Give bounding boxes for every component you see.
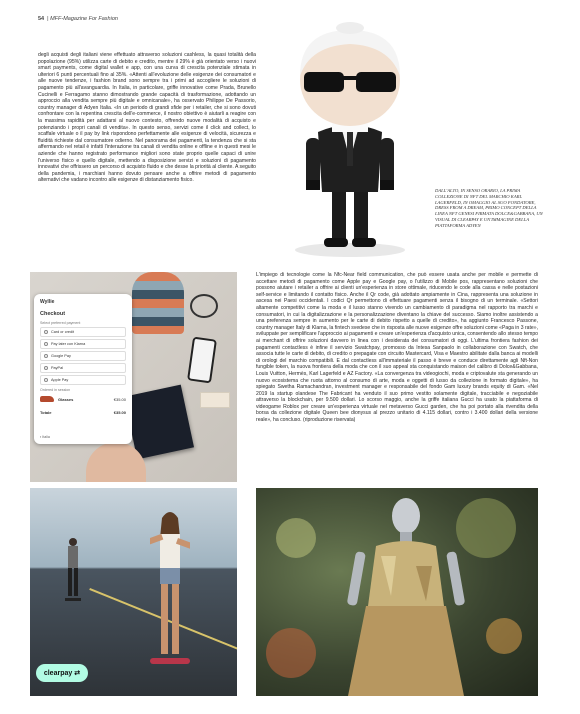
- clearpay-logo: clearpay ⇄: [36, 664, 88, 682]
- smartphone-image: [187, 337, 217, 384]
- item-name: Glasses: [58, 396, 74, 402]
- order-item: [40, 396, 126, 402]
- radio-icon: [44, 378, 48, 382]
- radio-icon: [44, 354, 48, 358]
- items-section-label: Ordered in session: [40, 388, 71, 392]
- earbuds-image: [190, 294, 218, 318]
- article-column-1: degli acquisti degli italiani viene effettuato attraverso soluzioni cashless, la quasi totalità della popolazione (95%) utilizza carte di debito e credito, mentre il 29% è già orientato verso i nuovi smart payments, come digital wallet e app, con una curva di crescita potenziale stimata in ulteriori 6 punti percentuali fino al 35%. «Attenti all'evoluzione delle esigenze dei consumatori e alle nuove tendenze, i fashion brand sono sempre tra i primi ad accogliere le soluzioni di pagamento più all'avanguardia. In Italia, in particolare, griffe innovative come Prada, Brunello Cucinelli e Ferragamo stanno dimostrando grande capacità di trasformazione, adottando un approccio alla vendita sempre più digitale e omnicanale», ha osservato Philippe De Passorio, country manager di Adyen Italia. «In un periodo di grandi sfide per i retailer, che si sono dovuti confrontare con la repentina crescita dell'e-commerce, il nostro obiettivo è aiutarli a reagire con la massima rapidità per adattarsi al nuovo contesto, offrendo nuove modalità di acquisto e potenziando i propri canali di vendita». In questo senso, servizi come il click and collect, lo scaffale virtuale o il pay by link rispondono perfettamente alle esigenze di velocità, sicurezza e fluidità richieste dal consumatore odierno. Nel panorama dei pagamenti, la tendenza che si sta affermando nel retail è infatti l'interazione tra canali di vendita online e offline e in questi mesi le aziende che hanno registrato performance migliori sono state proprio quelle capaci di unire l'universo fisico e quello digitale, mettendo a disposizione servizi e soluzioni di pagamento innovativi che offrissero un percorso di acquisto fluido e che desse la priorità al cliente. A seguito della pandemia, i marchiani hanno dovuto pensare anche a offrire metodi di pagamento alternativi che vadano incontro alle esigenze di distanziamento fisico.: [38, 52, 256, 184]
- total-value: €35.00: [113, 410, 126, 415]
- image-caption: DALL'ALTO, IN SENSO ORARIO, LA PRIMA COLLEZIONE DI NFT DEL MARCHIO KARL LAGERFELD, IN OMAGGIO AL SUO FONDATORE, DRESS FROM A DREAM, PRIMO CONCEPT DELLA LINEA NFT GENESI FIRMATA DOLCE&GABBANA, UN VISUAL DI CLEARPAY E UN'IMMAGINE DELLA PIATTAFORMA ADYEN: [435, 188, 543, 228]
- adyen-checkout-photo: [30, 272, 237, 482]
- dolce-gabbana-nft-photo: [256, 488, 538, 696]
- page-header: 54 | MFF-Magazine For Fashion: [38, 16, 118, 22]
- arrows-icon: ⇄: [74, 670, 81, 677]
- radio-icon: [44, 330, 48, 334]
- checkout-screen: [34, 294, 132, 444]
- clearpay-skateboard-photo: [30, 488, 237, 696]
- payment-method-klarna: Pay later con Klarna: [40, 339, 126, 349]
- product-thumbnail-icon: [40, 396, 54, 402]
- beanie-image: [132, 272, 184, 334]
- card-tray-image: [200, 392, 230, 408]
- item-price: €35.00: [113, 396, 126, 402]
- payment-section-label: Select preferred payment: [40, 321, 81, 325]
- checkout-brand: Wyllie: [40, 299, 55, 305]
- total-label: Totale: [40, 410, 52, 415]
- radio-icon: [44, 366, 48, 370]
- karl-lagerfeld-figure-image: [266, 20, 434, 260]
- skater-woman-image: [150, 508, 190, 678]
- order-total: [40, 410, 126, 415]
- checkout-title: Checkout: [40, 311, 66, 317]
- radio-icon: [44, 342, 48, 346]
- payment-method-apple-pay: Apple Pay: [40, 375, 126, 385]
- payment-method-google-pay: Google Pay: [40, 351, 126, 361]
- article-column-2: L'impiego di tecnologie come la Nfc-Near field communication, che può essere usata anche per mobile e permette di accettare metodi di pagamento come Apple pay e Google pay, o l'utilizzo di Mobile pos, rappresentano soluzioni che possono aiutare i retailer a offrire ai clienti un'esperienza in store ottimale, riducendo le code alla cassa e nelle postazioni self-service e limitando il contatto fisico. Anche il Qr code, già adottato ampiamente in Cina, rappresenta una soluzione in ascesa nei Paesi occidentali. I codici Qr permettono di effettuare pagamenti senza il bisogno di un terminale. «Settori altamente competitivi come la moda e il lusso stanno vivendo un cambiamento di paradigma nel rapporto tra marchi e consumatori, in cui la digitalizzazione e la personalizzazione diventano la chiave del successo. Siamo inoltre assistendo a una preferenza sempre in aumento per le carte di debito rispetto a quelle di credito», ha aggiunto Francesco Passone, country manager Italy di Klarna, la fintech svedese che in risposta alle nuove esigenze offre soluzioni come «Paga in 3 rate», sviluppate per semplificare l'approccio ai pagamenti e creare un'esperienza d'acquisto unica, consentendo allo stesso tempo ai merchant di offrire soluzioni davvero in linea con i desiderata dei consumatori di oggi. L'ultima frontiera fashion dei pagamenti contactless è infine il servizio Swatchpay, promosso da Intesa Sanpaolo in collaborazione con Swatch, che associa tutte le carte di debito, di credito o prepagate con circuito Mastercard, Visa e Maestro abilitate dalla banca ai modelli di orologi del marchio compatibili. E dal contactless all'immateriale il passo è breve e conduce direttamente agli Nft-Non fungible token, la nuova frontiera della moda che con il suo appeal sta conquistando maison del calibro di Dolce&Gabbana, Louis Vuitton, Hermès, Karl Lagerfeld e AZ Factory. «La convergenza tra videogiochi, moda e criptovalute sta generando un nuovo ecosistema che ruota attorno al consumo di arte, moda e oggetti di lusso da collezione in formato digitale», ha spiegato Swetha Ramachandran, investment manager e responsabile del fondo Gam luxury brands equity di Gam. «Nel 2019 la startup olandese The Fabricant ha venduto il suo primo vestito solamente digitale, tracciabile e negoziabile attraverso la blockchain, per 9.500 dollari. Lo scorso maggio, anche la griffe italiana Gucci ha usato la piattaforma di videogame Roblox per creare un'esperienza virtuale nel metaverso Gucci garden, che ha poi portato alla rivendita della borsa da collezione digitale Queen bee dionysus al prezzo unitario di 4.115 dollari, contro i 3.400 dollari della versione reale», ha concluso. (riproduzione riservata): [256, 272, 538, 424]
- flag-icon: ▪: [40, 435, 43, 439]
- page-number: 54: [38, 16, 45, 22]
- background-skater-image: [64, 536, 82, 606]
- publication-name: MFF-Magazine For Fashion: [50, 16, 118, 22]
- payment-method-card: Card or credit: [40, 327, 126, 337]
- robot-figure-image: [336, 496, 476, 696]
- payment-method-paypal: PayPal: [40, 363, 126, 373]
- language-selector: ▪ Italia: [40, 435, 50, 439]
